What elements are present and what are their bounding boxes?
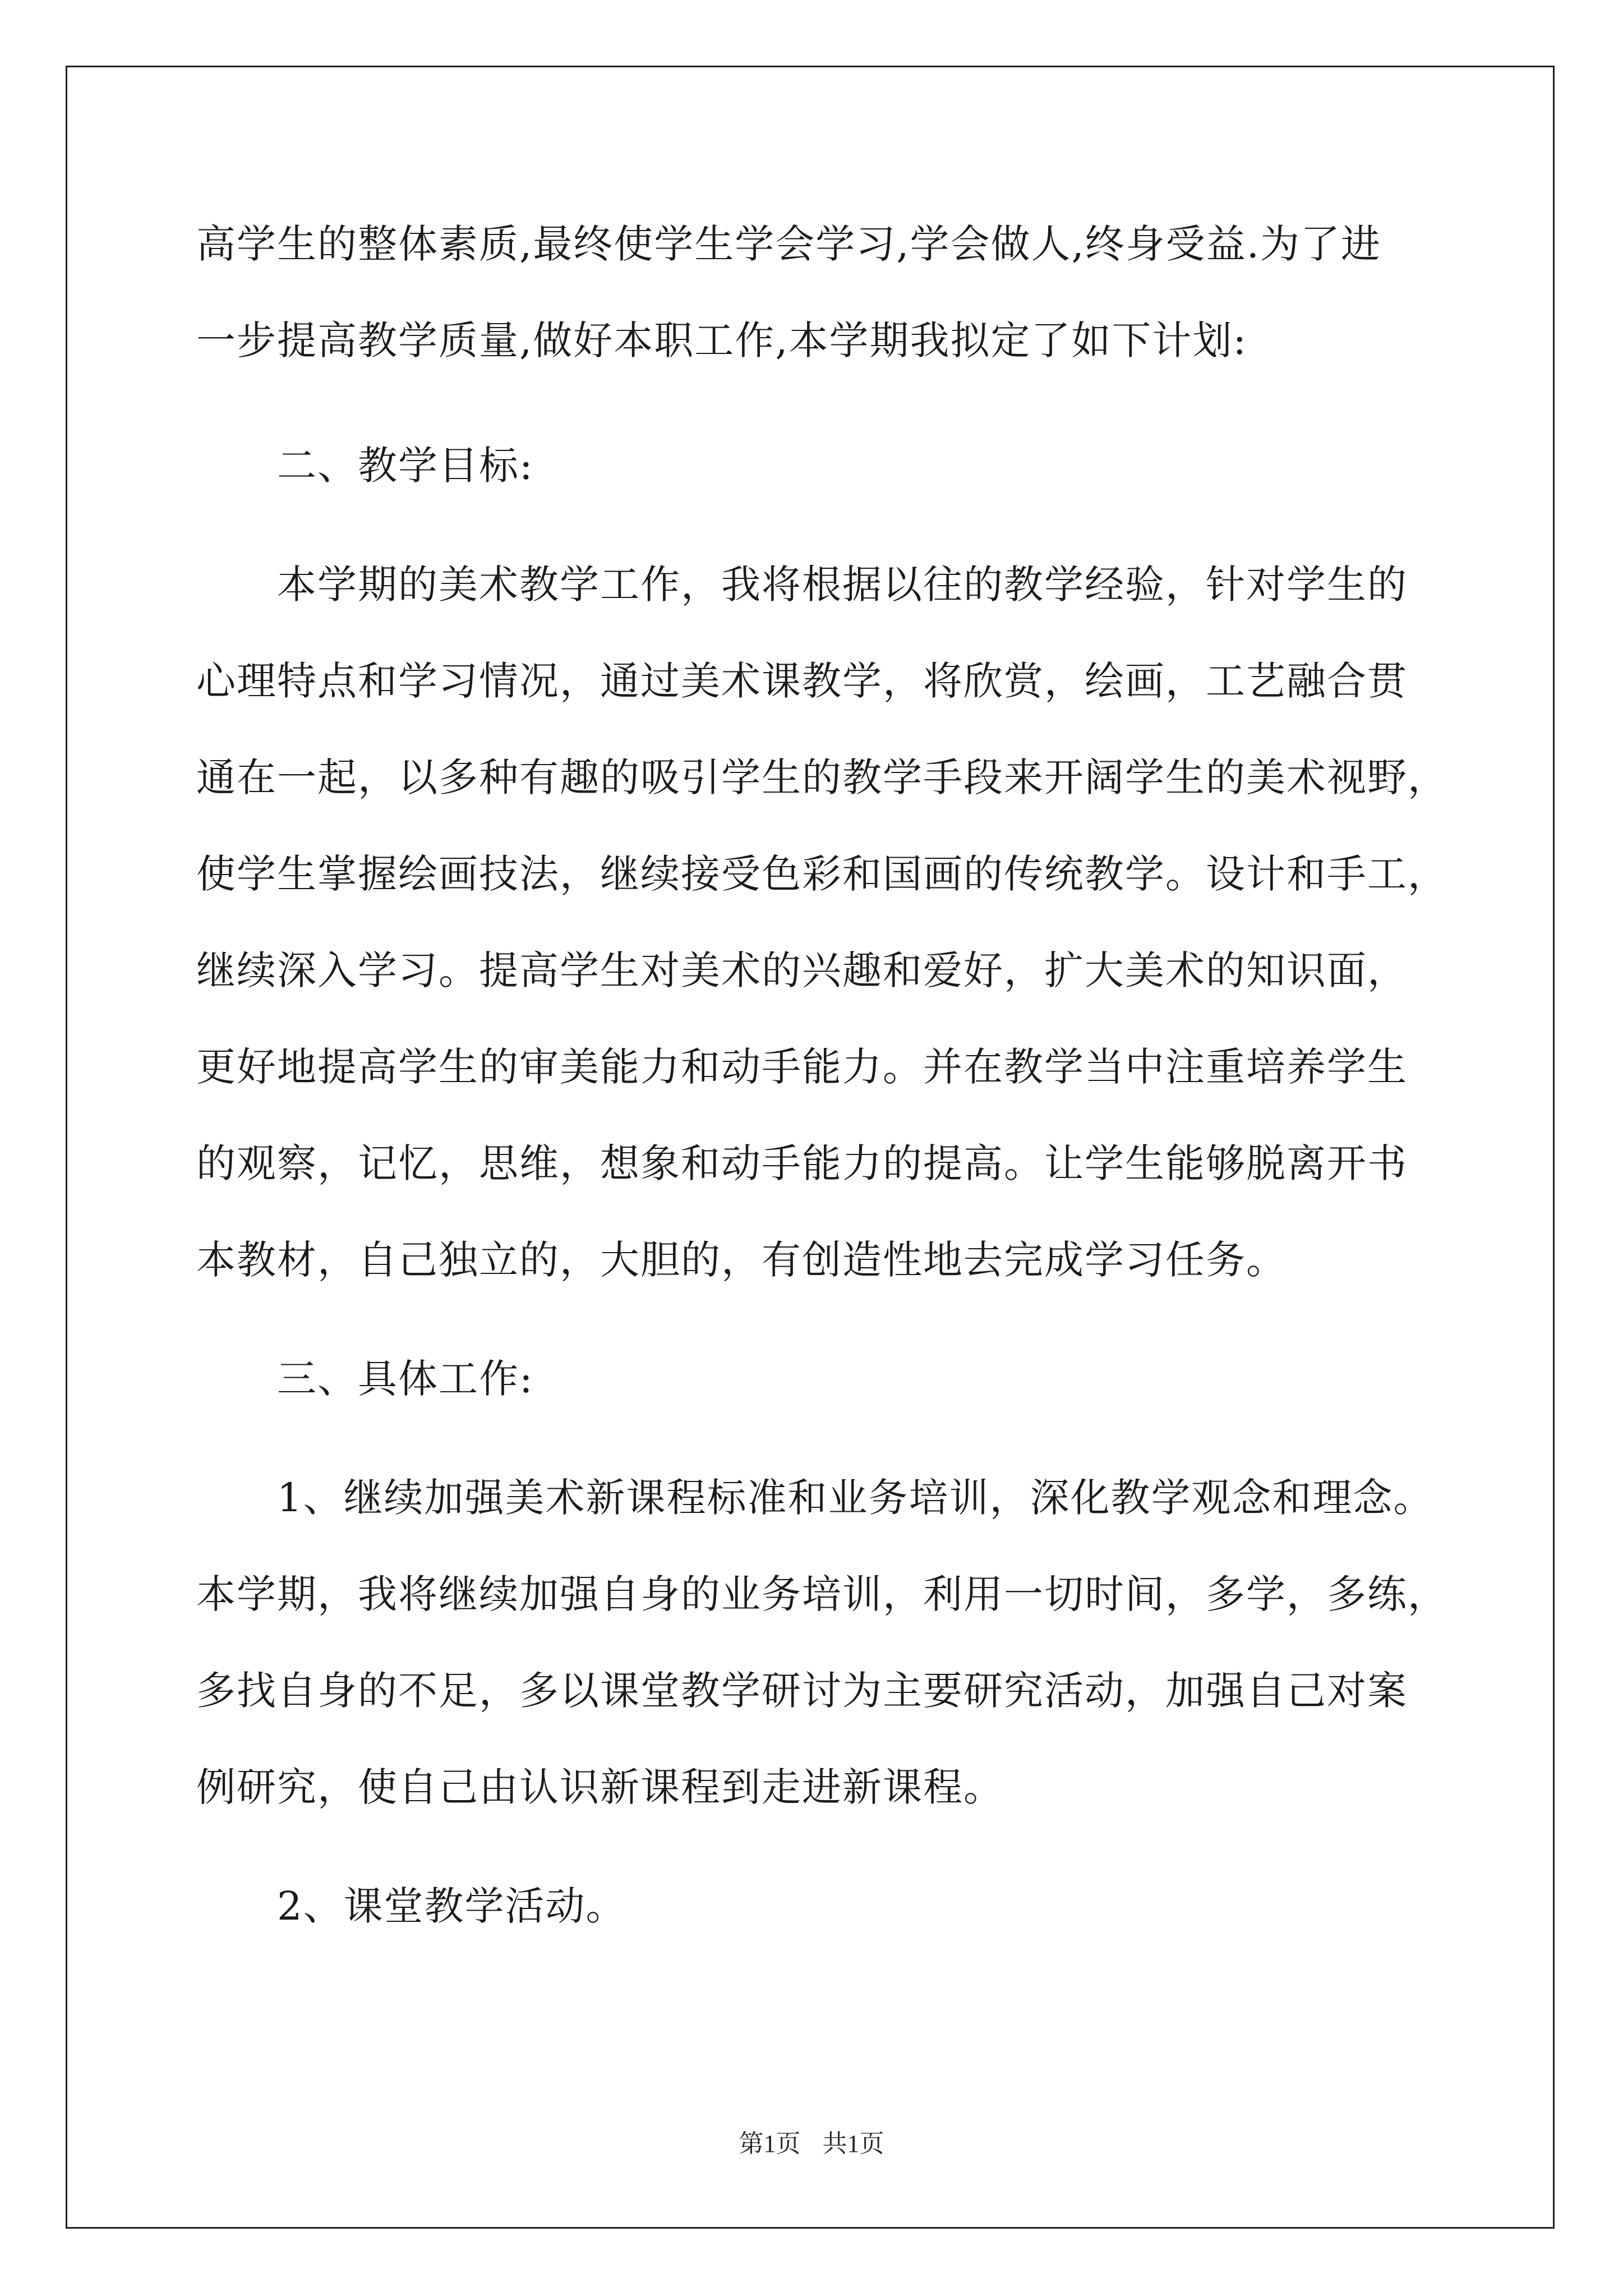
text-line: 例研究，使自己由认识新课程到走进新课程。 [196, 1764, 1004, 1810]
page-number: 第1页 [739, 2130, 801, 2157]
text-line: 使学生掌握绘画技法，继续接受色彩和国画的传统教学。设计和手工， [196, 851, 1448, 897]
text-line: 通在一起，以多种有趣的吸引学生的教学手段来开阔学生的美术视野， [196, 754, 1448, 800]
text-line: 高学生的整体素质,最终使学生学会学习,学会做人,终身受益.为了进 [196, 221, 1382, 267]
text-line: 更好地提高学生的审美能力和动手能力。并在教学当中注重培养学生 [196, 1044, 1408, 1090]
text-line: 心理特点和学习情况，通过美术课教学，将欣赏，绘画，工艺融合贯 [196, 658, 1408, 704]
section-heading: 三、具体工作: [277, 1356, 534, 1402]
page-footer [0, 2132, 1623, 2156]
text-line: 的观察，记忆，思维，想象和动手能力的提高。让学生能够脱离开书 [196, 1140, 1408, 1186]
text-line: 继续深入学习。提高学生对美术的兴趣和爱好，扩大美术的知识面， [196, 947, 1408, 993]
page-total: 共1页 [822, 2130, 884, 2157]
paragraph-first-line: 2、课堂教学活动。 [277, 1883, 626, 1929]
section-heading: 二、教学目标: [277, 443, 534, 489]
text-line: 本学期，我将继续加强自身的业务培训，利用一切时间，多学，多练， [196, 1571, 1448, 1617]
text-line: 一步提高教学质量,做好本职工作,本学期我拟定了如下计划: [196, 318, 1248, 364]
paragraph-first-line: 1、继续加强美术新课程标准和业务培训，深化教学观念和理念。 [277, 1475, 1434, 1521]
text-line: 多找自身的不足，多以课堂教学研讨为主要研究活动，加强自己对案 [196, 1668, 1408, 1714]
text-line: 本教材，自己独立的，大胆的，有创造性地去完成学习任务。 [196, 1237, 1287, 1283]
paragraph-first-line: 本学期的美术教学工作，我将根据以往的教学经验，针对学生的 [277, 562, 1408, 608]
